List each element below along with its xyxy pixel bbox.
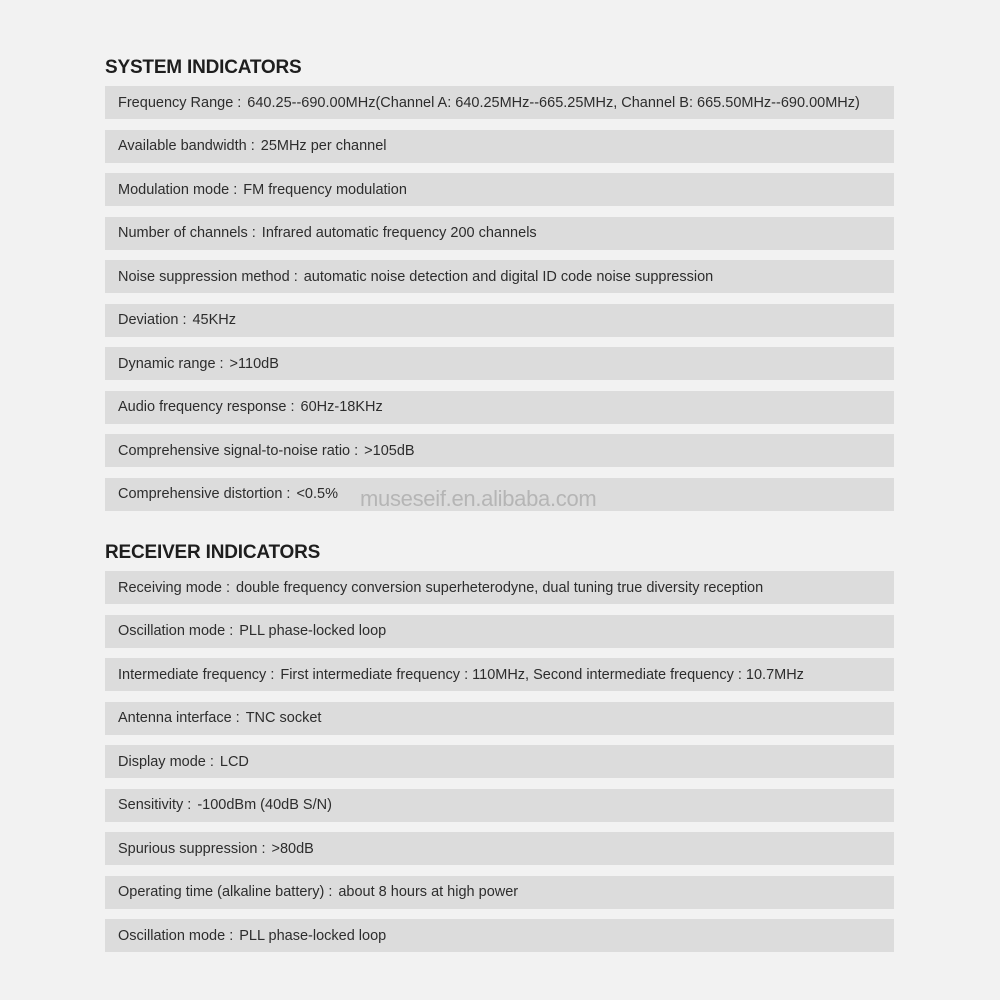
spec-label: Available bandwidth [118,138,247,154]
spec-label: Comprehensive distortion [118,486,283,502]
spec-row [105,347,894,380]
spec-row [105,702,894,735]
spec-value: PLL phase-locked loop [239,623,387,639]
section-title: RECEIVER INDICATORS [105,542,321,563]
spec-value: about 8 hours at high power [338,884,519,900]
spec-value: double frequency conversion superheterodyne, dual tuning true diversity reception [236,579,764,596]
watermark: museseif.en.alibaba.com [360,486,597,511]
spec-separator: : [229,927,234,944]
spec-value: >80dB [271,840,314,857]
spec-row [105,260,894,293]
spec-label: Operating time (alkaline battery) [118,884,325,900]
spec-value: 25MHz per channel [260,138,387,154]
spec-row [105,86,894,119]
spec-separator: : [182,312,187,328]
spec-label: Intermediate frequency [118,666,267,683]
spec-row [105,919,894,952]
spec-row [105,130,894,163]
spec-separator: : [235,710,240,726]
spec-row [105,876,894,909]
spec-label: Oscillation mode [118,927,226,944]
spec-row [105,304,894,337]
spec-row [105,217,894,250]
spec-separator: : [233,181,238,198]
spec-value: FM frequency modulation [243,181,407,198]
spec-value: 60Hz-18KHz [300,399,383,415]
section-title: SYSTEM INDICATORS [105,57,302,78]
spec-value: 640.25--690.00MHz(Channel A: 640.25MHz--665.25MHz, Channel B: 665.50MHz--690.00MHz) [247,94,860,111]
spec-value: >110dB [229,355,279,372]
spec-value: LCD [219,753,249,770]
spec-value: Infrared automatic frequency 200 channels [261,225,537,241]
spec-value: -100dBm (40dB S/N) [197,797,332,813]
spec-value: TNC socket [245,710,322,726]
spec-label: Frequency Range [118,94,234,111]
spec-value: PLL phase-locked loop [239,927,387,944]
spec-list [105,571,894,952]
spec-row [105,745,894,778]
system-indicators-section [105,56,894,521]
spec-separator: : [293,268,298,285]
spec-label: Receiving mode [118,579,222,596]
spec-separator: : [209,753,214,770]
spec-row [105,789,894,822]
spec-separator: : [219,355,224,372]
spec-value: >105dB [364,442,415,459]
spec-value: <0.5% [296,486,338,502]
spec-label: Comprehensive signal-to-noise ratio [118,442,351,459]
spec-label: Display mode [118,753,206,770]
spec-row [105,571,894,604]
receiver-indicators-section [105,541,894,963]
spec-list [105,86,894,511]
spec-row [105,391,894,424]
spec-label: Audio frequency response [118,399,287,415]
spec-label: Noise suppression method [118,268,290,285]
spec-separator: : [250,138,255,154]
spec-separator: : [237,94,242,111]
spec-label: Sensitivity [118,797,184,813]
spec-row [105,434,894,467]
spec-label: Number of channels [118,225,248,241]
spec-separator: : [225,579,231,596]
spec-value: 45KHz [192,312,237,328]
spec-value: automatic noise detection and digital ID code noise suppression [303,268,714,285]
spec-separator: : [286,486,291,502]
spec-separator: : [354,442,359,459]
spec-label: Dynamic range [118,355,216,372]
spec-separator: : [187,797,192,813]
spec-value: First intermediate frequency : 110MHz, Second intermediate frequency : 10.7MHz [280,666,804,683]
spec-row [105,173,894,206]
spec-row [105,832,894,865]
spec-row [105,615,894,648]
spec-separator: : [229,623,234,639]
spec-label: Oscillation mode [118,623,226,639]
spec-label: Deviation [118,312,179,328]
spec-label: Antenna interface [118,710,232,726]
spec-separator: : [270,666,275,683]
spec-separator: : [261,840,266,857]
spec-label: Modulation mode [118,181,230,198]
spec-row [105,658,894,691]
spec-separator: : [290,399,295,415]
spec-label: Spurious suppression [118,840,258,857]
spec-separator: : [251,225,256,241]
spec-separator: : [328,884,333,900]
